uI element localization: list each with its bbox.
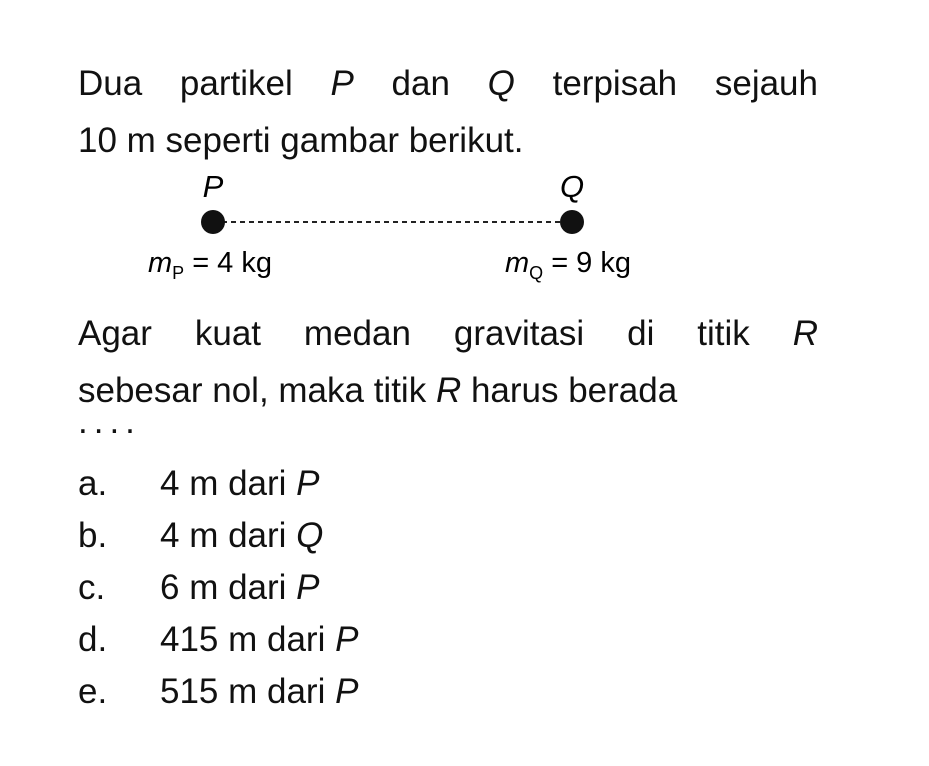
option-text: 415 m dari P	[160, 620, 359, 659]
option-d[interactable]	[78, 614, 358, 666]
option-a[interactable]	[78, 458, 358, 510]
mass-q-label: $m_Q = 9$ kg	[505, 247, 631, 283]
question-ellipsis: ....	[78, 402, 141, 441]
option-text: 515 m dari P	[160, 672, 359, 711]
option-c[interactable]	[78, 562, 358, 614]
question-paragraph	[78, 305, 818, 419]
p-label: P	[202, 169, 224, 204]
intro-line-1: Dua partikel P dan Q terpisah sejauh	[78, 64, 818, 103]
option-letter: b.	[78, 516, 108, 555]
question-line-1: Agar kuat medan gravitasi di titik R	[78, 314, 818, 353]
mass-p-label: $m_P = 4$ kg	[148, 247, 272, 283]
option-text: 4 m dari Q	[160, 516, 324, 555]
option-letter: c.	[78, 568, 106, 607]
particle-p	[201, 210, 225, 234]
q-label: Q	[559, 169, 585, 204]
option-letter: e.	[78, 672, 108, 711]
particle-q	[560, 210, 584, 234]
intro-line-2: 10 m seperti gambar berikut.	[78, 121, 524, 160]
option-b[interactable]	[78, 510, 358, 562]
question-line-2: sebesar nol, maka titik R harus berada	[78, 371, 678, 410]
option-text: 6 m dari P	[160, 568, 320, 607]
option-e[interactable]	[78, 666, 358, 718]
option-text: 4 m dari P	[160, 464, 320, 503]
option-letter: d.	[78, 620, 108, 659]
answer-options	[78, 458, 358, 718]
option-letter: a.	[78, 464, 108, 503]
